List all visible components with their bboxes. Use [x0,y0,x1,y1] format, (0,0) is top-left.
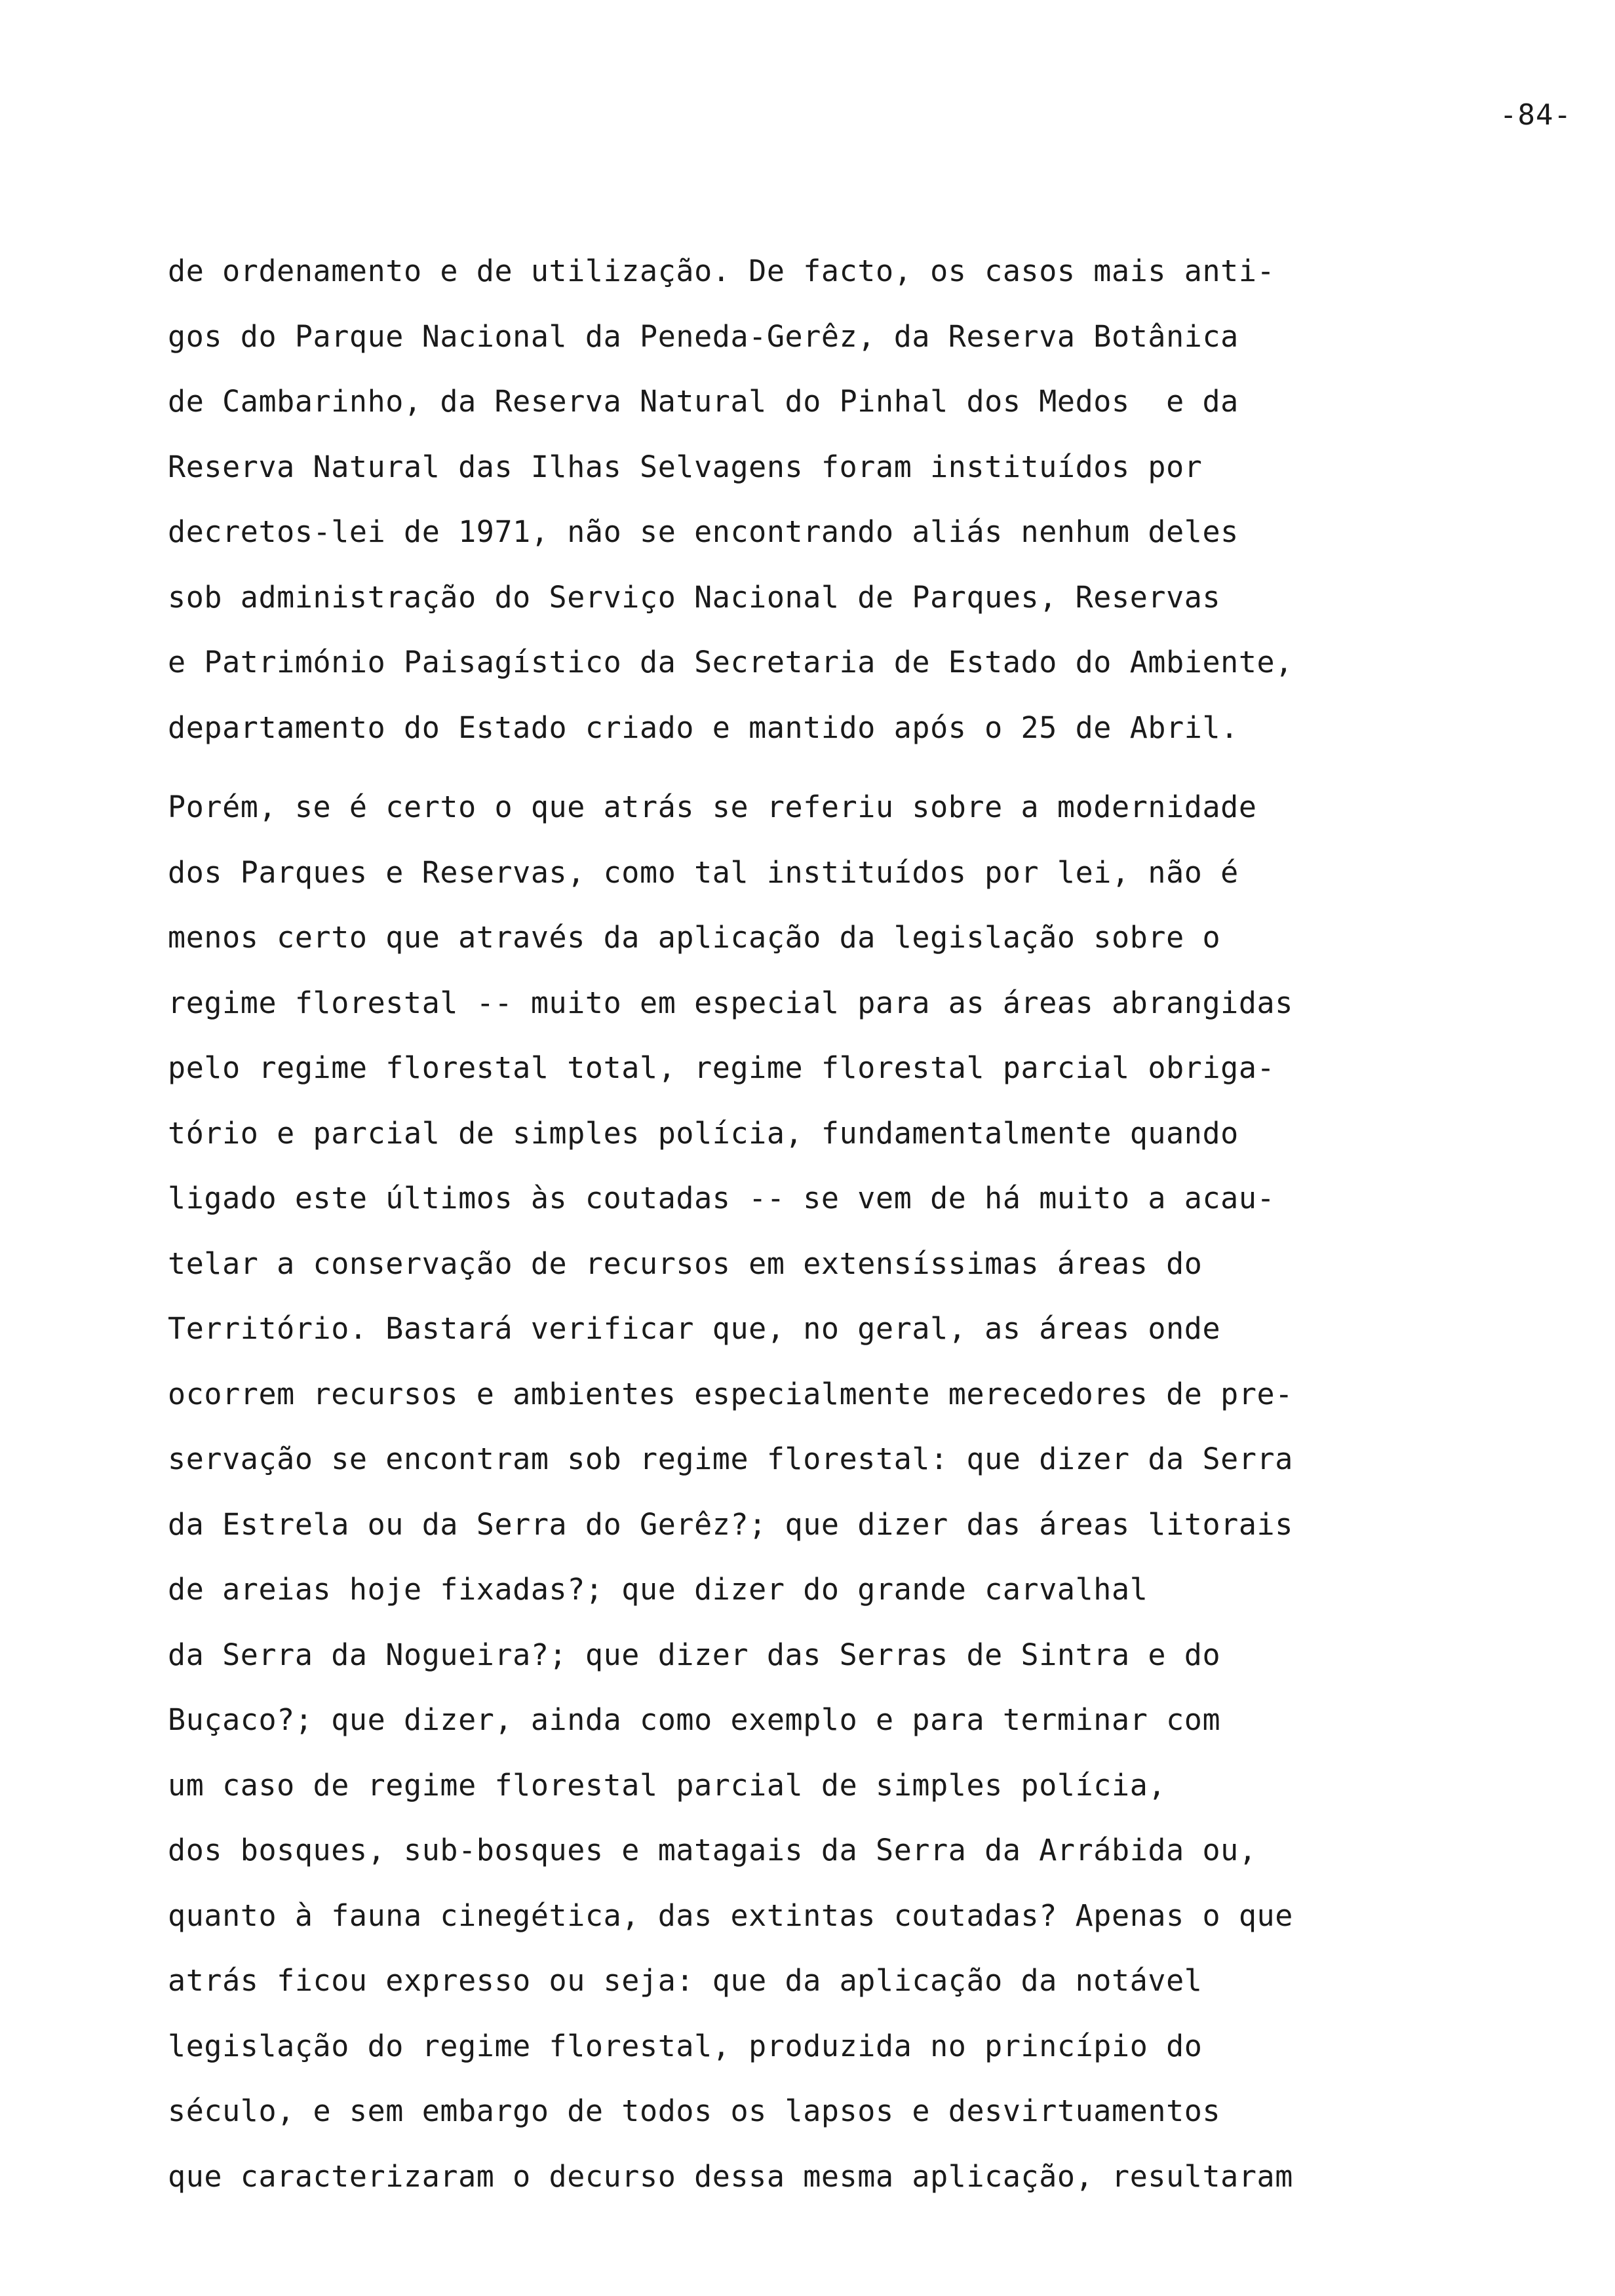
text-line: dos bosques, sub-bosques e matagais da Serra da Arrábida ou, [168,1833,1257,1867]
text-line: legislação do regime florestal, produzida no princípio do [168,2028,1203,2063]
text-line: quanto à fauna cinegética, das extintas coutadas? Apenas o que [168,1898,1293,1933]
text-line: de areias hoje fixadas?; que dizer do grande carvalhal [168,1572,1148,1607]
text-line: menos certo que através da aplicação da legislação sobre o [168,920,1221,955]
text-line: departamento do Estado criado e mantido após o 25 de Abril. [168,710,1239,745]
text-line: servação se encontram sob regime florestal: que dizer da Serra [168,1442,1293,1476]
document-body [168,239,1413,2209]
text-line: e Património Paisagístico da Secretaria de Estado do Ambiente, [168,645,1293,679]
text-line: telar a conservação de recursos em extensíssimas áreas do [168,1246,1203,1281]
text-line: ligado este últimos às coutadas -- se vem de há muito a acau- [168,1181,1275,1215]
text-line: sob administração do Serviço Nacional de Parques, Reservas [168,579,1221,615]
text-line: que caracterizaram o decurso dessa mesma aplicação, resultaram [168,2158,1293,2194]
text-line: decretos-lei de 1971, não se encontrando aliás nenhum deles [168,514,1239,549]
paragraph-2 [168,775,1413,2209]
text-line: de ordenamento e de utilização. De facto, os casos mais anti- [168,254,1275,288]
text-line: dos Parques e Reservas, como tal instituídos por lei, não é [168,854,1239,890]
text-line: Porém, se é certo o que atrás se referiu sobre a modernidade [168,790,1257,824]
text-line: século, e sem embargo de todos os lapsos e desvirtuamentos [168,2094,1221,2128]
text-line: da Serra da Nogueira?; que dizer das Serras de Sintra e do [168,1637,1221,1672]
text-line: pelo regime florestal total, regime florestal parcial obriga- [168,1050,1275,1085]
text-line: tório e parcial de simples polícia, fundamentalmente quando [168,1115,1239,1151]
text-line: Buçaco?; que dizer, ainda como exemplo e para terminar com [168,1702,1221,1737]
text-line: regime florestal -- muito em especial para as áreas abrangidas [168,985,1293,1020]
text-line: Território. Bastará verificar que, no geral, as áreas onde [168,1311,1221,1346]
text-line: gos do Parque Nacional da Peneda-Gerêz, da Reserva Botânica [168,318,1239,354]
text-line: atrás ficou expresso ou seja: que da aplicação da notável [168,1963,1203,1998]
paragraph-1 [168,239,1413,760]
text-line: ocorrem recursos e ambientes especialmente merecedores de pre- [168,1376,1293,1411]
page-number: -84- [1500,98,1572,132]
text-line: da Estrela ou da Serra do Gerêz?; que dizer das áreas litorais [168,1506,1293,1542]
text-line: um caso de regime florestal parcial de simples polícia, [168,1767,1167,1803]
text-line: de Cambarinho, da Reserva Natural do Pinhal dos Medos e da [168,384,1239,419]
text-line: Reserva Natural das Ilhas Selvagens foram instituídos por [168,449,1203,484]
paragraph-spacer [168,760,1413,775]
